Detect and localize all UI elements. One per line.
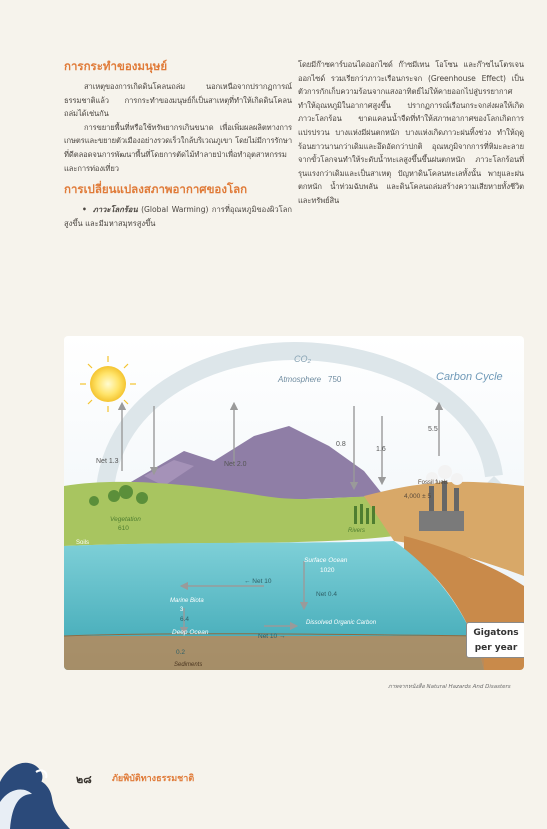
marine-biota-label: Marine Biota <box>170 598 204 604</box>
bullet-term: ภาวะโลกร้อน <box>92 205 138 215</box>
flux-label: 0.8 <box>336 441 346 448</box>
co2-label: CO₂ <box>294 354 311 364</box>
unit-label-box <box>466 622 524 658</box>
running-title: ภัยพิบัติทางธรรมชาติ <box>112 774 195 784</box>
rivers-label: Rivers <box>348 528 366 534</box>
soils-label: Soils <box>76 540 90 546</box>
sun-icon <box>90 366 126 402</box>
fossil-label: Fossil fuels <box>418 480 449 486</box>
surface-ocean-label: Surface Ocean <box>304 557 348 564</box>
bullet-item <box>64 203 292 230</box>
flux-label: Net 1.3 <box>96 458 119 465</box>
deep-ocean-label: Deep Ocean <box>172 629 209 636</box>
surface-ocean-value: 1020 <box>320 567 335 574</box>
left-column <box>64 58 292 230</box>
dissolved-carbon-label: Dissolved Organic Carbon <box>306 620 377 626</box>
flux-label: 1.6 <box>376 446 386 453</box>
flux-label: 5.5 <box>428 426 438 433</box>
atmosphere-value: 750 <box>328 375 342 384</box>
marine-biota-value: 3 <box>180 607 184 613</box>
wave-decoration-icon <box>0 742 70 829</box>
flux-label: Net 2.0 <box>224 461 247 468</box>
unit-label-line1: Gigatons <box>473 628 519 638</box>
fossil-value: 4,000 ± 5 <box>404 493 432 500</box>
flux-label: ← Net 10 <box>244 578 272 585</box>
bullet-text: (Global Warming) การที่อุณหภูมิของผิวโลกสูงขึ้น และมีมหาสมุทรสูงขึ้น <box>64 205 292 228</box>
right-column <box>298 58 524 208</box>
page-number: ๒๘ <box>76 773 92 786</box>
flux-label: Net 0.4 <box>316 591 337 598</box>
paragraph: สาเหตุของการเกิดดินโคลนถล่ม นอกเหนือจากปรากฏการณ์ธรรมชาติแล้ว การกระทำของมนุษย์ก็เป็นสาเหตุที่ทำให้เกิดดินโคลนถล่มได้เช่นกัน <box>64 82 292 119</box>
bullet-icon: • <box>82 205 87 215</box>
carbon-cycle-diagram <box>64 336 524 670</box>
figure-caption: ภาพจากหนังสือ Natural Hazards And Disasters <box>388 684 511 690</box>
paragraph: การขยายพื้นที่หรือใช้ทรัพยากรเกินขนาด เพื่อเพิ่มผลผลิตทางการเกษตรและขยายตัวเมืองอย่างรวดเร็วใกล้บริเวณภูเขา โดยไม่มีการรักษาที่ดีตลอดจนการพัฒนาพื้นที่โดยการตัดไม้ทำลายป่าเพื่อทำอุตสาหกรรมและการท่องเที่ยว <box>64 122 292 173</box>
flux-label: 6.4 <box>180 616 190 623</box>
vegetation-value: 610 <box>118 525 129 532</box>
section-heading-climate-change: การเปลี่ยนแปลงสภาพอากาศของโลก <box>64 182 248 197</box>
unit-label-line2: per year <box>474 643 518 653</box>
atmosphere-label: Atmosphere <box>278 375 322 384</box>
sediments-label: Sediments <box>174 662 203 668</box>
flux-label: 0.2 <box>176 649 186 656</box>
paragraph: โดยมีก๊าซคาร์บอนไดออกไซด์ ก๊าซมีเทน โอโซน และก๊าซไนโตรเจนออกไซด์ รวมเรียกว่าภาวะเรือนกระจก (Greenhouse Effect) เป็นตัวการกักเก็บความร้อนจากแสงอาทิตย์ไม่ให้คายออกไปสู่บรรยากาศ ทำให้อุณหภูมิในอากาศสูงขึ้น ปรากฏการณ์เรือนกระจกส่งผลให้เกิดภาวะโลกร้อน ขาดแคลนน้ำจืดที่ทำให้สภาพอากาศของโลกเกิดการแปรปรวน บางแห่งมีฝนตกหนัก บางแห่งเกิดภาวะฝนทิ้งช่วง ทำให้ฤดูร้อนยาวนานกว่าเดิมและอึดอัดกว่าปกติ อุณหภูมิจากการที่หิมะละลายจากขั้วโลกจนทำให้ระดับน้ำทะเลสูงขึ้นขึ้นฝนตกหนัก ภาวะโลกร้อนที่รุนแรงกว่าเดิมและเป็นสาเหตุ ปัญหาดินโคลนทะเลทั้งนั้น พายุและฝนตกหนัก น้ำท่วมฉับพลัน และดินโคลนถล่มสร้างความเสียหายทั้งชีวิตและทรัพย์สิน <box>298 60 524 205</box>
section-heading-human-actions: การกระทำของมนุษย์ <box>64 59 168 73</box>
diagram-title: Carbon Cycle <box>436 371 503 383</box>
carbon-cycle-illustration <box>64 336 524 670</box>
vegetation-label: Vegetation <box>110 516 141 523</box>
flux-label: Net 10 → <box>258 633 286 640</box>
